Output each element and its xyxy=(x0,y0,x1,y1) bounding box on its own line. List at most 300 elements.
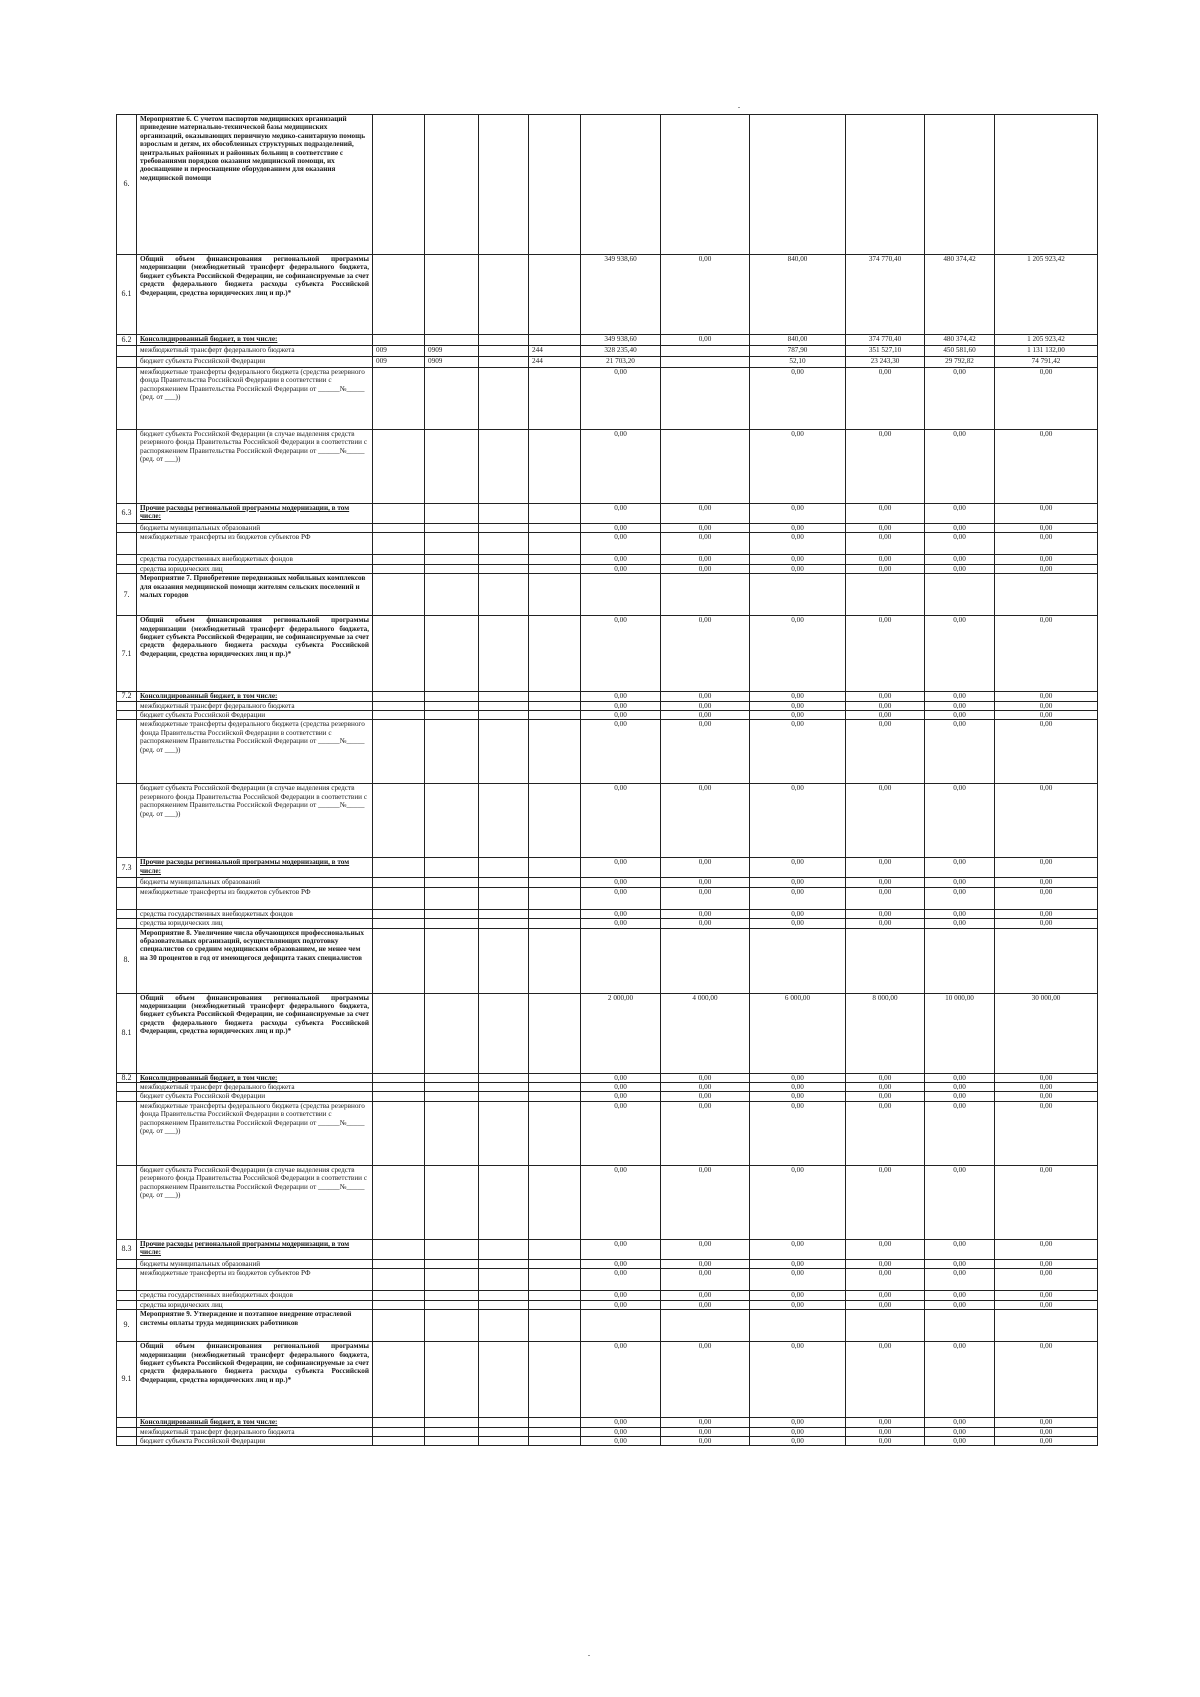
amount-cell: 374 770,40 xyxy=(846,335,925,346)
amount-cell: 0,00 xyxy=(750,1427,846,1436)
code-cell xyxy=(529,574,581,616)
code-cell xyxy=(373,1436,425,1445)
code-cell xyxy=(479,1259,529,1268)
code-cell xyxy=(529,1436,581,1445)
row-description: Консолидированный бюджет, в том числе: xyxy=(137,692,373,701)
code-cell xyxy=(373,1291,425,1300)
code-cell xyxy=(529,1310,581,1342)
amount-cell: 0,00 xyxy=(661,1436,750,1445)
row-description: средства государственных внебюджетных фондов xyxy=(137,555,373,564)
amount-cell xyxy=(661,1310,750,1342)
amount-cell: 0,00 xyxy=(995,1436,1098,1445)
code-cell xyxy=(425,1165,479,1239)
row-number xyxy=(117,1427,137,1436)
amount-cell: 0,00 xyxy=(661,919,750,928)
table-row xyxy=(117,1101,1098,1165)
table-row xyxy=(117,115,1098,255)
amount-cell: 0,00 xyxy=(846,1259,925,1268)
code-cell: 009 xyxy=(373,357,425,368)
row-number: 8.3 xyxy=(117,1239,137,1259)
amount-cell: 0,00 xyxy=(925,887,995,909)
amount-cell: 0,00 xyxy=(581,1073,661,1082)
row-description: бюджеты муниципальных образований xyxy=(137,524,373,533)
amount-cell: 0,00 xyxy=(995,616,1098,692)
amount-cell: 0,00 xyxy=(661,720,750,784)
row-number xyxy=(117,368,137,430)
amount-cell: 0,00 xyxy=(846,701,925,710)
code-cell xyxy=(529,878,581,887)
row-number xyxy=(117,564,137,573)
amount-cell: 0,00 xyxy=(846,1427,925,1436)
amount-cell: 0,00 xyxy=(581,555,661,564)
code-cell xyxy=(479,357,529,368)
amount-cell: 0,00 xyxy=(661,1165,750,1239)
amount-cell: 0,00 xyxy=(995,784,1098,858)
code-cell xyxy=(425,1073,479,1082)
code-cell xyxy=(373,858,425,878)
row-number xyxy=(117,909,137,918)
code-cell xyxy=(425,524,479,533)
row-description: Общий объем финансирования региональной программы модернизации (межбюджетный трансферт федерального бюджета, бюджет субъекта Российской Федерации, не софинансируемые за счет средств федерального бюджета расходы субъекта Российской Федерации, средства юридических лиц и пр.)* xyxy=(137,616,373,692)
amount-cell: 0,00 xyxy=(925,1427,995,1436)
amount-cell: 349 938,60 xyxy=(581,255,661,335)
amount-cell: 0,00 xyxy=(846,1269,925,1291)
amount-cell xyxy=(581,1310,661,1342)
row-description: Консолидированный бюджет, в том числе: xyxy=(137,335,373,346)
table-row xyxy=(117,701,1098,710)
amount-cell: 0,00 xyxy=(661,909,750,918)
amount-cell: 0,00 xyxy=(846,692,925,701)
code-cell: 0909 xyxy=(425,357,479,368)
amount-cell: 0,00 xyxy=(581,430,661,504)
code-cell xyxy=(425,928,479,993)
amount-cell xyxy=(750,1310,846,1342)
code-cell xyxy=(373,993,425,1073)
row-description: Консолидированный бюджет, в том числе: xyxy=(137,1073,373,1082)
financing-table xyxy=(116,114,1098,1446)
code-cell xyxy=(425,1427,479,1436)
code-cell xyxy=(479,346,529,357)
table-body xyxy=(117,115,1098,1446)
amount-cell: 0,00 xyxy=(581,504,661,524)
amount-cell: 787,90 xyxy=(750,346,846,357)
amount-cell: 0,00 xyxy=(846,1300,925,1309)
code-cell xyxy=(373,1427,425,1436)
code-cell xyxy=(529,858,581,878)
code-cell xyxy=(425,504,479,524)
code-cell xyxy=(425,909,479,918)
amount-cell: 349 938,60 xyxy=(581,335,661,346)
amount-cell: 0,00 xyxy=(995,909,1098,918)
code-cell xyxy=(425,564,479,573)
amount-cell: 0,00 xyxy=(750,504,846,524)
code-cell xyxy=(529,1083,581,1092)
amount-cell: 0,00 xyxy=(750,533,846,555)
code-cell xyxy=(373,1342,425,1418)
code-cell xyxy=(479,720,529,784)
amount-cell: 0,00 xyxy=(750,1092,846,1101)
amount-cell: 0,00 xyxy=(925,504,995,524)
amount-cell: 29 792,82 xyxy=(925,357,995,368)
code-cell xyxy=(479,928,529,993)
code-cell: 244 xyxy=(529,346,581,357)
code-cell xyxy=(373,616,425,692)
code-cell xyxy=(529,1300,581,1309)
code-cell xyxy=(373,784,425,858)
amount-cell: 0,00 xyxy=(581,887,661,909)
amount-cell: 0,00 xyxy=(995,1165,1098,1239)
amount-cell: 0,00 xyxy=(661,692,750,701)
row-number: 8. xyxy=(117,928,137,993)
code-cell xyxy=(479,1239,529,1259)
code-cell xyxy=(529,720,581,784)
table-row xyxy=(117,1269,1098,1291)
code-cell xyxy=(529,1101,581,1165)
code-cell xyxy=(425,1342,479,1418)
code-cell xyxy=(479,574,529,616)
row-number: 9.1 xyxy=(117,1342,137,1418)
table-row xyxy=(117,1259,1098,1268)
row-number xyxy=(117,1291,137,1300)
amount-cell: 0,00 xyxy=(581,564,661,573)
amount-cell: 52,10 xyxy=(750,357,846,368)
amount-cell: 0,00 xyxy=(750,1342,846,1418)
code-cell xyxy=(373,335,425,346)
amount-cell: 0,00 xyxy=(925,1300,995,1309)
amount-cell: 0,00 xyxy=(750,616,846,692)
code-cell xyxy=(529,335,581,346)
amount-cell: 0,00 xyxy=(846,430,925,504)
code-cell xyxy=(373,574,425,616)
row-description: Мероприятие 8. Увеличение числа обучающихся профессиональных образовательных организаций, осуществляющих подготовку специалистов со средним медицинским образованием, не менее чем на 30 процентов в год от имеющегося дефицита таких специалистов xyxy=(137,928,373,993)
amount-cell: 0,00 xyxy=(750,909,846,918)
amount-cell: 0,00 xyxy=(995,692,1098,701)
code-cell xyxy=(479,115,529,255)
code-cell xyxy=(373,692,425,701)
amount-cell xyxy=(661,346,750,357)
amount-cell xyxy=(995,928,1098,993)
row-number: 7.1 xyxy=(117,616,137,692)
code-cell xyxy=(529,919,581,928)
table-row xyxy=(117,887,1098,909)
table-row xyxy=(117,564,1098,573)
amount-cell xyxy=(995,574,1098,616)
amount-cell: 0,00 xyxy=(750,720,846,784)
code-cell xyxy=(479,1427,529,1436)
row-number xyxy=(117,720,137,784)
amount-cell: 0,00 xyxy=(661,878,750,887)
amount-cell xyxy=(581,574,661,616)
amount-cell: 0,00 xyxy=(925,430,995,504)
row-number xyxy=(117,346,137,357)
amount-cell: 0,00 xyxy=(925,533,995,555)
code-cell xyxy=(529,115,581,255)
table-row xyxy=(117,1342,1098,1418)
code-cell xyxy=(479,255,529,335)
amount-cell: 0,00 xyxy=(846,711,925,720)
amount-cell: 0,00 xyxy=(661,1083,750,1092)
code-cell xyxy=(479,368,529,430)
amount-cell: 0,00 xyxy=(846,368,925,430)
amount-cell: 351 527,10 xyxy=(846,346,925,357)
amount-cell: 0,00 xyxy=(995,555,1098,564)
amount-cell: 0,00 xyxy=(995,711,1098,720)
amount-cell: 0,00 xyxy=(661,1073,750,1082)
amount-cell: 0,00 xyxy=(846,1418,925,1427)
amount-cell: 0,00 xyxy=(581,1083,661,1092)
amount-cell: 0,00 xyxy=(661,616,750,692)
amount-cell: 0,00 xyxy=(750,692,846,701)
row-description: бюджет субъекта Российской Федерации (в случае выделения средств резервного фонда Правительства Российской Федерации в соответствии с распоряжением Правительства Российской Федерации от ______№_____ (ред. от ___)) xyxy=(137,1165,373,1239)
amount-cell: 0,00 xyxy=(925,1092,995,1101)
code-cell xyxy=(373,1092,425,1101)
code-cell xyxy=(479,564,529,573)
code-cell xyxy=(373,711,425,720)
amount-cell: 0,00 xyxy=(661,1092,750,1101)
amount-cell: 0,00 xyxy=(995,1259,1098,1268)
amount-cell: 0,00 xyxy=(581,1092,661,1101)
amount-cell: 0,00 xyxy=(581,616,661,692)
amount-cell xyxy=(661,928,750,993)
table-row xyxy=(117,1436,1098,1445)
amount-cell: 0,00 xyxy=(750,784,846,858)
amount-cell: 0,00 xyxy=(846,555,925,564)
amount-cell: 0,00 xyxy=(995,524,1098,533)
code-cell xyxy=(479,430,529,504)
amount-cell: 0,00 xyxy=(995,430,1098,504)
table-row xyxy=(117,1300,1098,1309)
amount-cell: 0,00 xyxy=(581,692,661,701)
code-cell xyxy=(373,1239,425,1259)
row-description: межбюджетные трансферты федерального бюджета (средства резервного фонда Правительства Российской Федерации в соответствии с распоряжением Правительства Российской Федерации от ______№_____ (ред. от ___)) xyxy=(137,720,373,784)
amount-cell: 0,00 xyxy=(750,1300,846,1309)
code-cell xyxy=(479,1342,529,1418)
amount-cell: 0,00 xyxy=(750,368,846,430)
table-row xyxy=(117,1418,1098,1427)
table-row xyxy=(117,555,1098,564)
table-row xyxy=(117,928,1098,993)
code-cell xyxy=(425,1310,479,1342)
code-cell xyxy=(373,878,425,887)
row-number: 7. xyxy=(117,574,137,616)
code-cell xyxy=(425,858,479,878)
code-cell xyxy=(373,1165,425,1239)
amount-cell: 0,00 xyxy=(661,524,750,533)
amount-cell: 0,00 xyxy=(846,858,925,878)
amount-cell: 0,00 xyxy=(661,504,750,524)
code-cell xyxy=(529,1342,581,1418)
amount-cell: 0,00 xyxy=(581,1165,661,1239)
amount-cell: 0,00 xyxy=(925,1073,995,1082)
amount-cell: 0,00 xyxy=(581,701,661,710)
scan-speck xyxy=(588,1655,590,1656)
code-cell xyxy=(373,555,425,564)
amount-cell: 0,00 xyxy=(661,1269,750,1291)
amount-cell: 0,00 xyxy=(925,1239,995,1259)
table-row xyxy=(117,616,1098,692)
amount-cell: 0,00 xyxy=(995,1083,1098,1092)
amount-cell: 840,00 xyxy=(750,335,846,346)
code-cell xyxy=(425,368,479,430)
row-description: Общий объем финансирования региональной программы модернизации (межбюджетный трансферт федерального бюджета, бюджет субъекта Российской Федерации, не софинансируемые за счет средств федерального бюджета расходы субъекта Российской Федерации, средства юридических лиц и пр.)* xyxy=(137,255,373,335)
code-cell xyxy=(529,430,581,504)
amount-cell: 450 581,60 xyxy=(925,346,995,357)
amount-cell: 0,00 xyxy=(995,1269,1098,1291)
code-cell xyxy=(425,1259,479,1268)
amount-cell: 0,00 xyxy=(581,784,661,858)
amount-cell: 0,00 xyxy=(846,784,925,858)
amount-cell: 0,00 xyxy=(581,858,661,878)
row-number: 8.1 xyxy=(117,993,137,1073)
amount-cell: 0,00 xyxy=(846,1291,925,1300)
table-row xyxy=(117,878,1098,887)
table-row xyxy=(117,1291,1098,1300)
row-description: бюджет субъекта Российской Федерации (в случае выделения средств резервного фонда Правительства Российской Федерации в соответствии с распоряжением Правительства Российской Федерации от ______№_____ (ред. от ___)) xyxy=(137,784,373,858)
code-cell xyxy=(479,711,529,720)
code-cell xyxy=(373,1259,425,1268)
code-cell xyxy=(373,887,425,909)
code-cell xyxy=(373,720,425,784)
row-number xyxy=(117,1092,137,1101)
row-number xyxy=(117,711,137,720)
amount-cell xyxy=(661,574,750,616)
row-description: средства юридических лиц xyxy=(137,1300,373,1309)
amount-cell: 0,00 xyxy=(925,1101,995,1165)
amount-cell: 0,00 xyxy=(925,784,995,858)
amount-cell: 0,00 xyxy=(750,1239,846,1259)
table-row xyxy=(117,335,1098,346)
amount-cell: 0,00 xyxy=(995,887,1098,909)
amount-cell xyxy=(750,574,846,616)
amount-cell: 0,00 xyxy=(661,1418,750,1427)
table-row xyxy=(117,1092,1098,1101)
code-cell xyxy=(425,887,479,909)
amount-cell: 10 000,00 xyxy=(925,993,995,1073)
amount-cell: 0,00 xyxy=(925,711,995,720)
row-description: межбюджетные трансферты из бюджетов субъектов РФ xyxy=(137,533,373,555)
table-row xyxy=(117,357,1098,368)
amount-cell: 0,00 xyxy=(925,1291,995,1300)
row-description: бюджет субъекта Российской Федерации xyxy=(137,357,373,368)
amount-cell: 0,00 xyxy=(750,1291,846,1300)
code-cell xyxy=(373,928,425,993)
amount-cell: 1 131 132,00 xyxy=(995,346,1098,357)
row-number: 8.2 xyxy=(117,1073,137,1082)
code-cell xyxy=(529,368,581,430)
code-cell xyxy=(373,1269,425,1291)
row-description: средства юридических лиц xyxy=(137,564,373,573)
amount-cell: 0,00 xyxy=(995,368,1098,430)
code-cell xyxy=(373,919,425,928)
row-description: средства государственных внебюджетных фондов xyxy=(137,909,373,918)
amount-cell: 0,00 xyxy=(661,1259,750,1268)
amount-cell: 0,00 xyxy=(661,1342,750,1418)
code-cell xyxy=(479,1436,529,1445)
amount-cell: 0,00 xyxy=(925,692,995,701)
amount-cell xyxy=(995,115,1098,255)
amount-cell xyxy=(750,928,846,993)
amount-cell: 0,00 xyxy=(661,1101,750,1165)
code-cell xyxy=(529,887,581,909)
code-cell xyxy=(479,887,529,909)
amount-cell: 0,00 xyxy=(925,1259,995,1268)
amount-cell: 0,00 xyxy=(846,1092,925,1101)
code-cell xyxy=(479,701,529,710)
row-number xyxy=(117,701,137,710)
amount-cell: 0,00 xyxy=(846,524,925,533)
amount-cell: 0,00 xyxy=(995,1300,1098,1309)
code-cell xyxy=(529,1418,581,1427)
table-row xyxy=(117,255,1098,335)
row-description: бюджет субъекта Российской Федерации (в случае выделения средств резервного фонда Правительства Российской Федерации в соответствии с распоряжением Правительства Российской Федерации от ______№_____ (ред. от ___)) xyxy=(137,430,373,504)
amount-cell: 0,00 xyxy=(581,1342,661,1418)
table-row xyxy=(117,784,1098,858)
amount-cell: 1 205 923,42 xyxy=(995,255,1098,335)
amount-cell: 0,00 xyxy=(750,1436,846,1445)
table-row xyxy=(117,909,1098,918)
amount-cell: 0,00 xyxy=(581,1259,661,1268)
amount-cell: 0,00 xyxy=(581,878,661,887)
amount-cell: 0,00 xyxy=(995,1291,1098,1300)
amount-cell xyxy=(846,574,925,616)
table-row xyxy=(117,919,1098,928)
code-cell xyxy=(529,909,581,918)
amount-cell: 0,00 xyxy=(846,533,925,555)
code-cell xyxy=(373,533,425,555)
amount-cell: 0,00 xyxy=(661,1291,750,1300)
code-cell xyxy=(373,1073,425,1082)
code-cell xyxy=(479,909,529,918)
amount-cell: 0,00 xyxy=(995,533,1098,555)
row-description: межбюджетный трансферт федерального бюджета xyxy=(137,1083,373,1092)
row-description: бюджет субъекта Российской Федерации xyxy=(137,1436,373,1445)
code-cell xyxy=(425,784,479,858)
amount-cell: 0,00 xyxy=(925,1436,995,1445)
code-cell xyxy=(425,878,479,887)
code-cell: 009 xyxy=(373,346,425,357)
amount-cell: 0,00 xyxy=(995,720,1098,784)
amount-cell: 0,00 xyxy=(581,368,661,430)
amount-cell: 0,00 xyxy=(925,701,995,710)
table-row xyxy=(117,1073,1098,1082)
scan-speck xyxy=(738,107,740,108)
amount-cell: 0,00 xyxy=(846,919,925,928)
amount-cell: 0,00 xyxy=(581,1101,661,1165)
code-cell xyxy=(529,1427,581,1436)
table-row xyxy=(117,368,1098,430)
code-cell xyxy=(529,1165,581,1239)
amount-cell xyxy=(925,574,995,616)
amount-cell: 0,00 xyxy=(925,858,995,878)
amount-cell: 0,00 xyxy=(661,1300,750,1309)
amount-cell: 2 000,00 xyxy=(581,993,661,1073)
code-cell xyxy=(479,1300,529,1309)
row-number: 7.3 xyxy=(117,858,137,878)
table-row xyxy=(117,1427,1098,1436)
amount-cell: 0,00 xyxy=(581,1269,661,1291)
row-number xyxy=(117,430,137,504)
amount-cell: 0,00 xyxy=(995,1101,1098,1165)
table-row xyxy=(117,720,1098,784)
row-number xyxy=(117,1101,137,1165)
amount-cell: 0,00 xyxy=(925,564,995,573)
row-number: 6. xyxy=(117,115,137,255)
amount-cell: 0,00 xyxy=(581,919,661,928)
row-description: межбюджетные трансферты федерального бюджета (средства резервного фонда Правительства Российской Федерации в соответствии с распоряжением Правительства Российской Федерации от ______№_____ (ред. от ___)) xyxy=(137,1101,373,1165)
code-cell xyxy=(479,1092,529,1101)
amount-cell xyxy=(581,115,661,255)
amount-cell: 0,00 xyxy=(925,720,995,784)
